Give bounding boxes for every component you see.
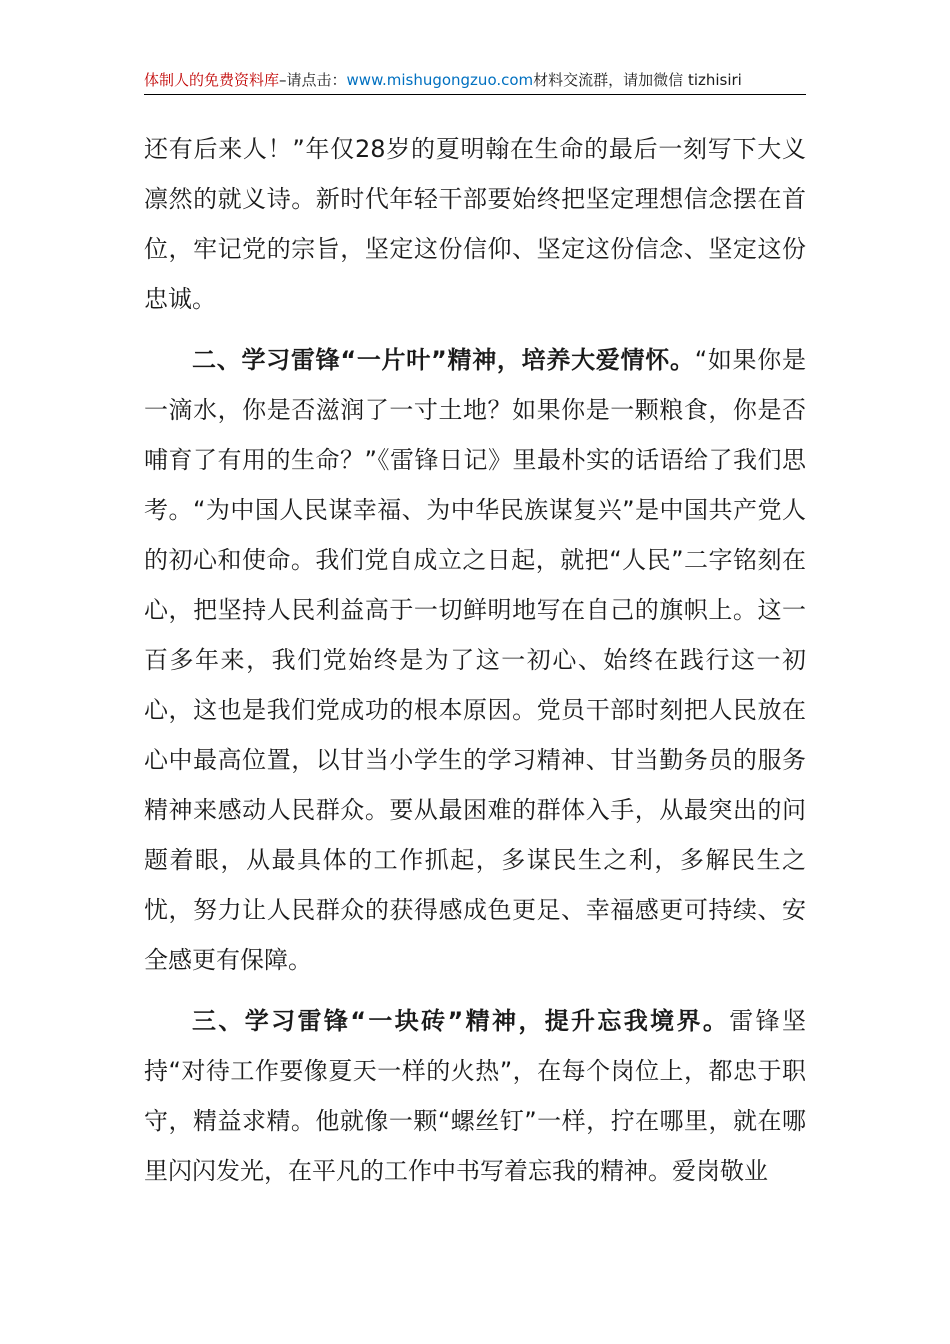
paragraph-3 (144, 996, 806, 1196)
paragraph-2-text: “如果你是一滴水，你是否滋润了一寸土地？如果你是一颗粮食，你是否哺育了有用的生命？”《雷锋日记》里最朴实的话语给了我们思考。“为中国人民谋幸福、为中华民族谋复兴”是中国共产党人的初心和使命。我们党自成立之日起，就把“人民”二字铭刻在心，把坚持人民利益高于一切鲜明地写在自己的旗帜上。这一百多年来，我们党始终是为了这一初心、始终在践行这一初心，这也是我们党成功的根本原因。党员干部时刻把人民放在心中最高位置，以甘当小学生的学习精神、甘当勤务员的服务精神来感动人民群众。要从最困难的群体入手，从最突出的问题着眼，从最具体的工作抓起，多谋民生之利，多解民生之忧，努力让人民群众的获得感成色更足、幸福感更可持续、安全感更有保障。 (144, 346, 807, 974)
header-brand: 体制人的免费资料库 (144, 71, 280, 89)
section-2-heading: 二、学习雷锋“一片叶”精神，培养大爱情怀。 (192, 346, 695, 374)
section-3-heading: 三、学习雷锋“一块砖”精神，提升忘我境界。 (192, 1007, 730, 1035)
paragraph-2 (144, 335, 806, 985)
header-url-link[interactable]: www.mishugongzuo.com (346, 71, 534, 89)
document-body (144, 124, 806, 1196)
paragraph-1-text: 还有后来人！”年仅28岁的夏明翰在生命的最后一刻写下大义凛然的就义诗。新时代年轻干部要始终把坚定理想信念摆在首位，牢记党的宗旨，坚定这份信仰、坚定这份信念、坚定这份忠诚。 (144, 135, 806, 313)
paragraph-3-text: 雷锋坚持“对待工作要像夏天一样的火热”，在每个岗位上，都忠于职守，精益求精。他就像一颗“螺丝钉”一样，拧在哪里，就在哪里闪闪发光，在平凡的工作中书写着忘我的精神。爱岗敬业 (144, 1007, 807, 1185)
paragraph-1 (144, 124, 806, 324)
header-prompt: –请点击： (279, 71, 347, 89)
header-note: 材料交流群，请加微信 tizhisiri (533, 71, 742, 89)
page-header (144, 68, 806, 95)
